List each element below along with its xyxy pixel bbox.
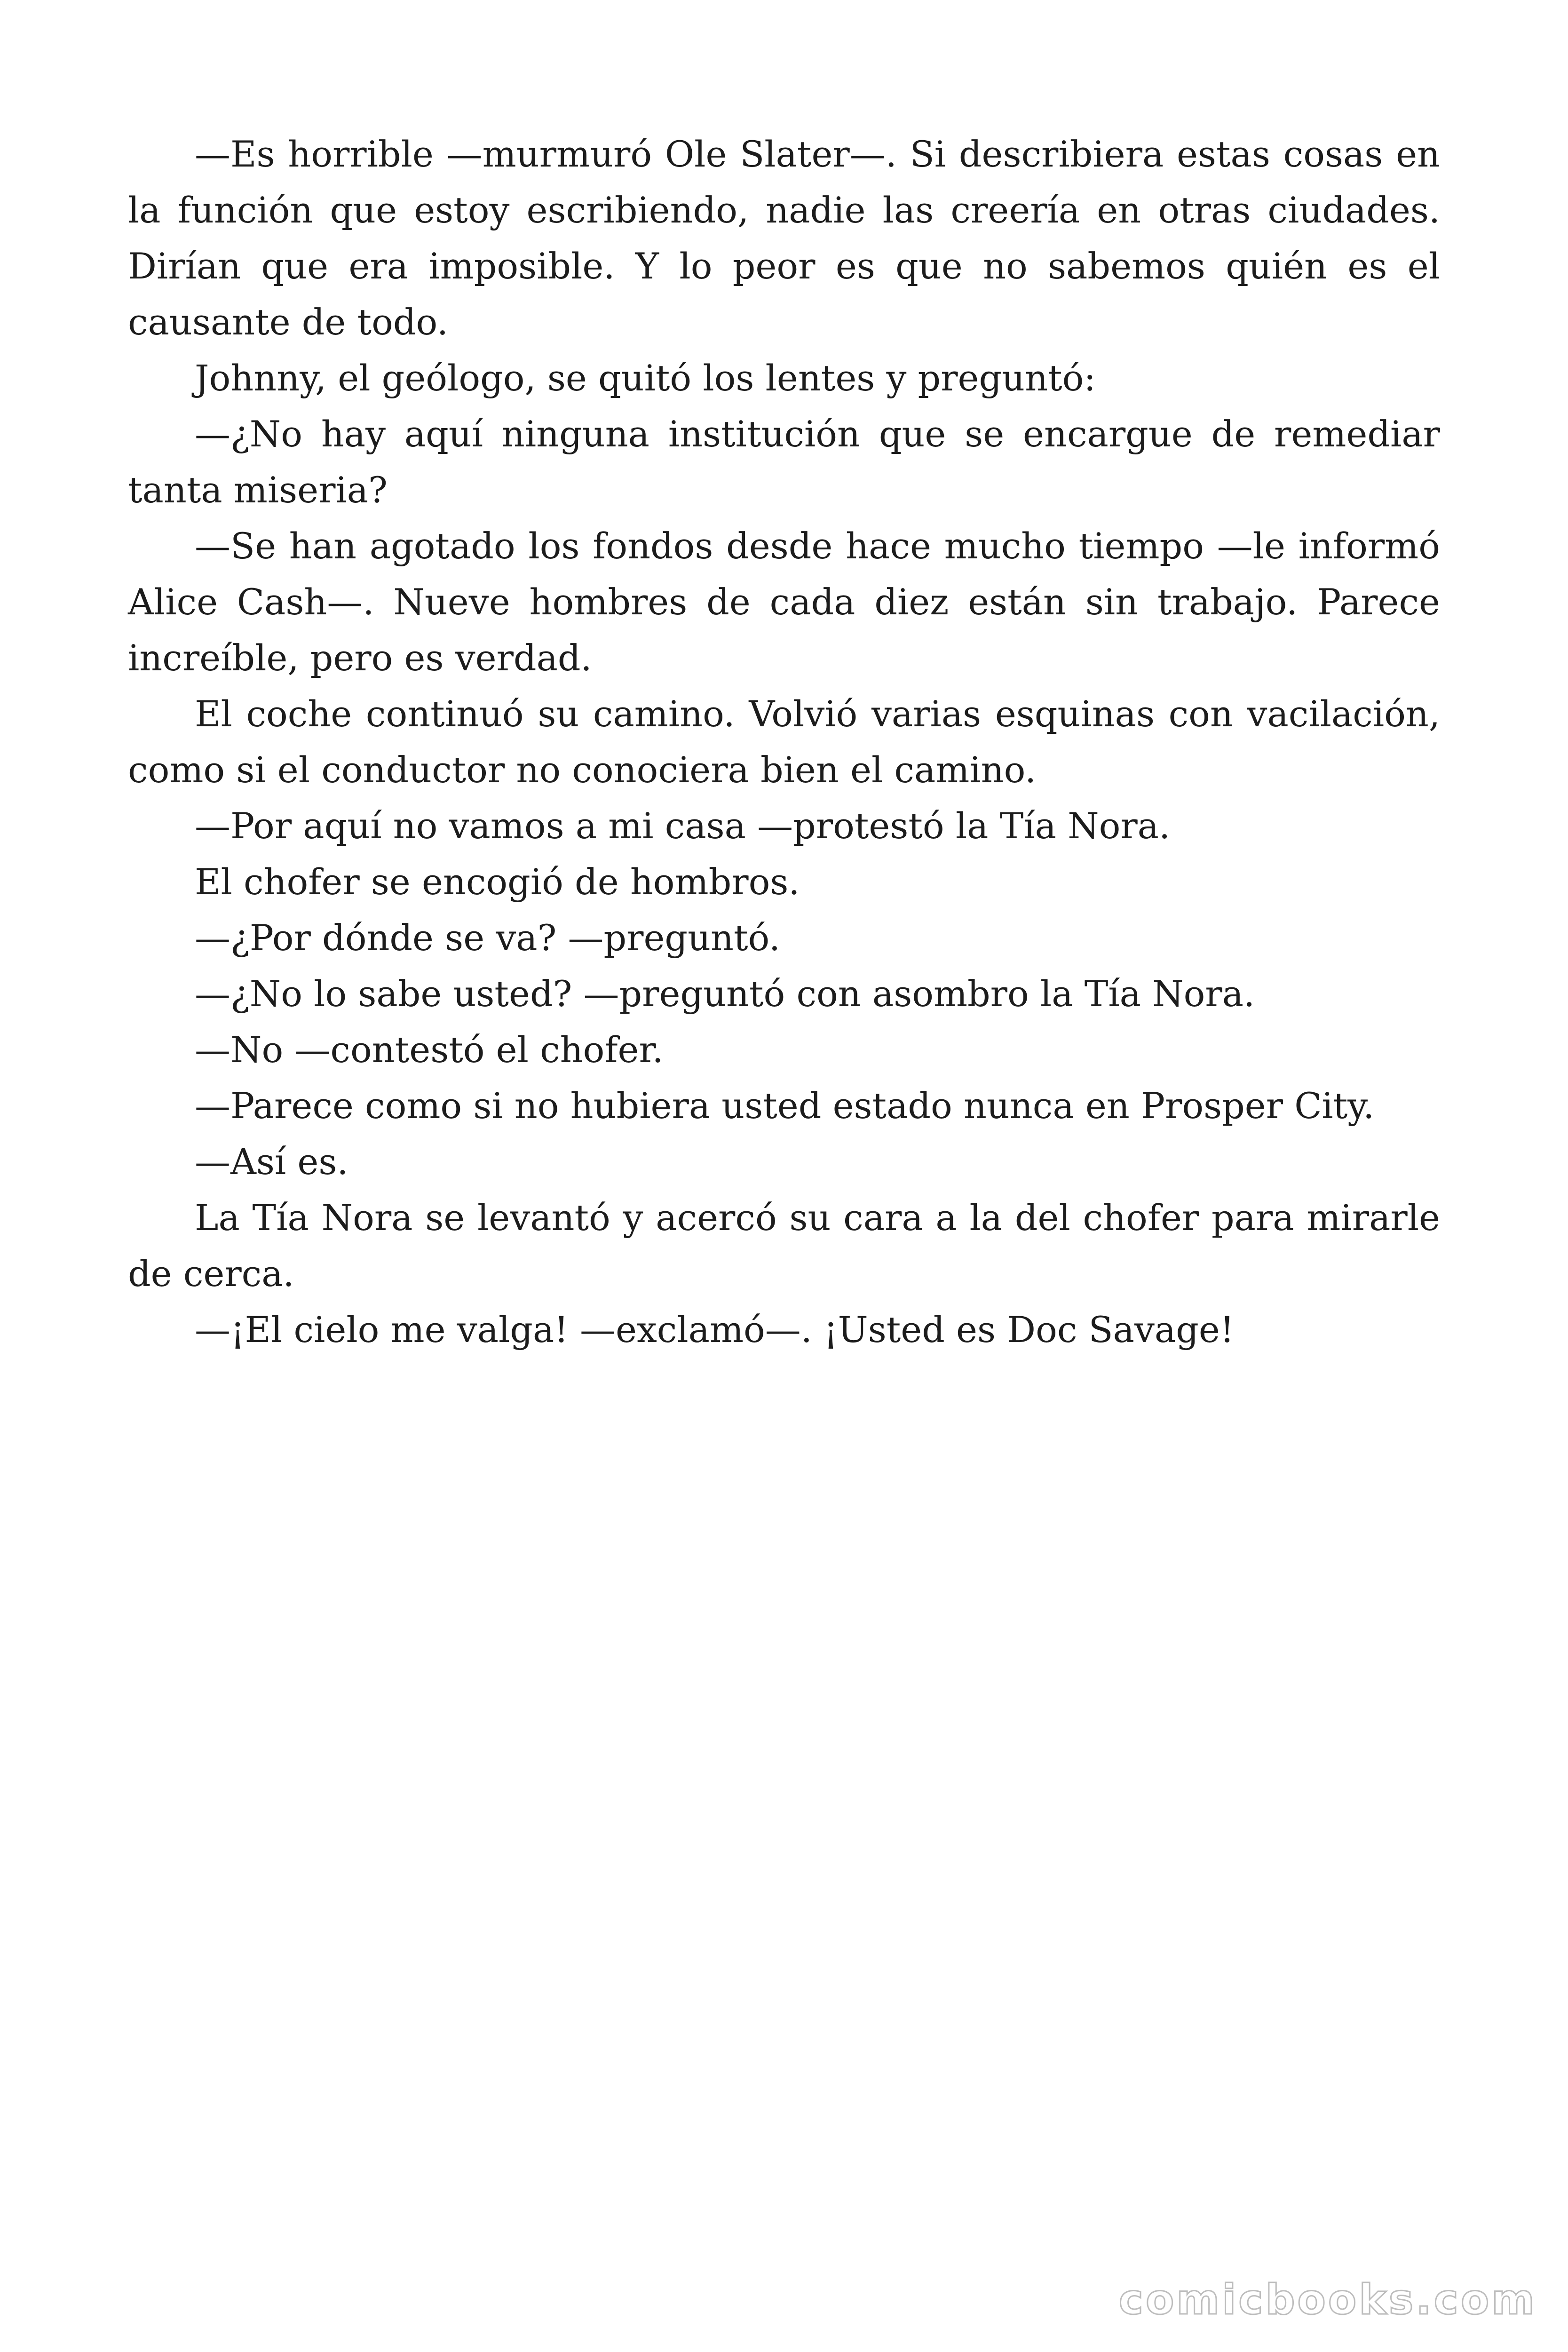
paragraph: —¿No lo sabe usted? —preguntó con asombro la Tía Nora.: [195, 973, 1255, 1015]
paragraph: —Se han agotado los fondos desde hace mucho tiempo —le informó Alice Cash—. Nueve hombres de cada diez están sin trabajo. Parece increíble, pero es verdad.: [128, 525, 1440, 679]
paragraph: Johnny, el geólogo, se quitó los lentes y preguntó:: [195, 357, 1096, 399]
page-text: [128, 126, 1440, 1358]
paragraph: —Por aquí no vamos a mi casa —protestó la Tía Nora.: [195, 805, 1171, 847]
paragraph: La Tía Nora se levantó y acercó su cara a la del chofer para mirarle de cerca.: [128, 1197, 1440, 1295]
watermark: comicbooks.com: [1118, 2275, 1537, 2324]
paragraph: —¿No hay aquí ninguna institución que se encargue de remediar tanta miseria?: [128, 413, 1440, 511]
paragraph: —¡El cielo me valga! —exclamó—. ¡Usted es Doc Savage!: [195, 1309, 1235, 1351]
paragraph: —Parece como si no hubiera usted estado nunca en Prosper City.: [195, 1085, 1375, 1127]
paragraph: —Es horrible —murmuró Ole Slater—. Si describiera estas cosas en la función que estoy escribiendo, nadie las creería en otras ciudades. Dirían que era imposible. Y lo peor es que no sabemos quién es el causante de todo.: [128, 133, 1440, 343]
paragraph: —¿Por dónde se va? —preguntó.: [195, 917, 781, 959]
paragraph: El chofer se encogió de hombros.: [195, 861, 800, 903]
paragraph: —Así es.: [195, 1141, 348, 1183]
paragraph: —No —contestó el chofer.: [195, 1029, 664, 1071]
paragraph: El coche continuó su camino. Volvió varias esquinas con vacilación, como si el conductor no conociera bien el camino.: [128, 693, 1440, 791]
